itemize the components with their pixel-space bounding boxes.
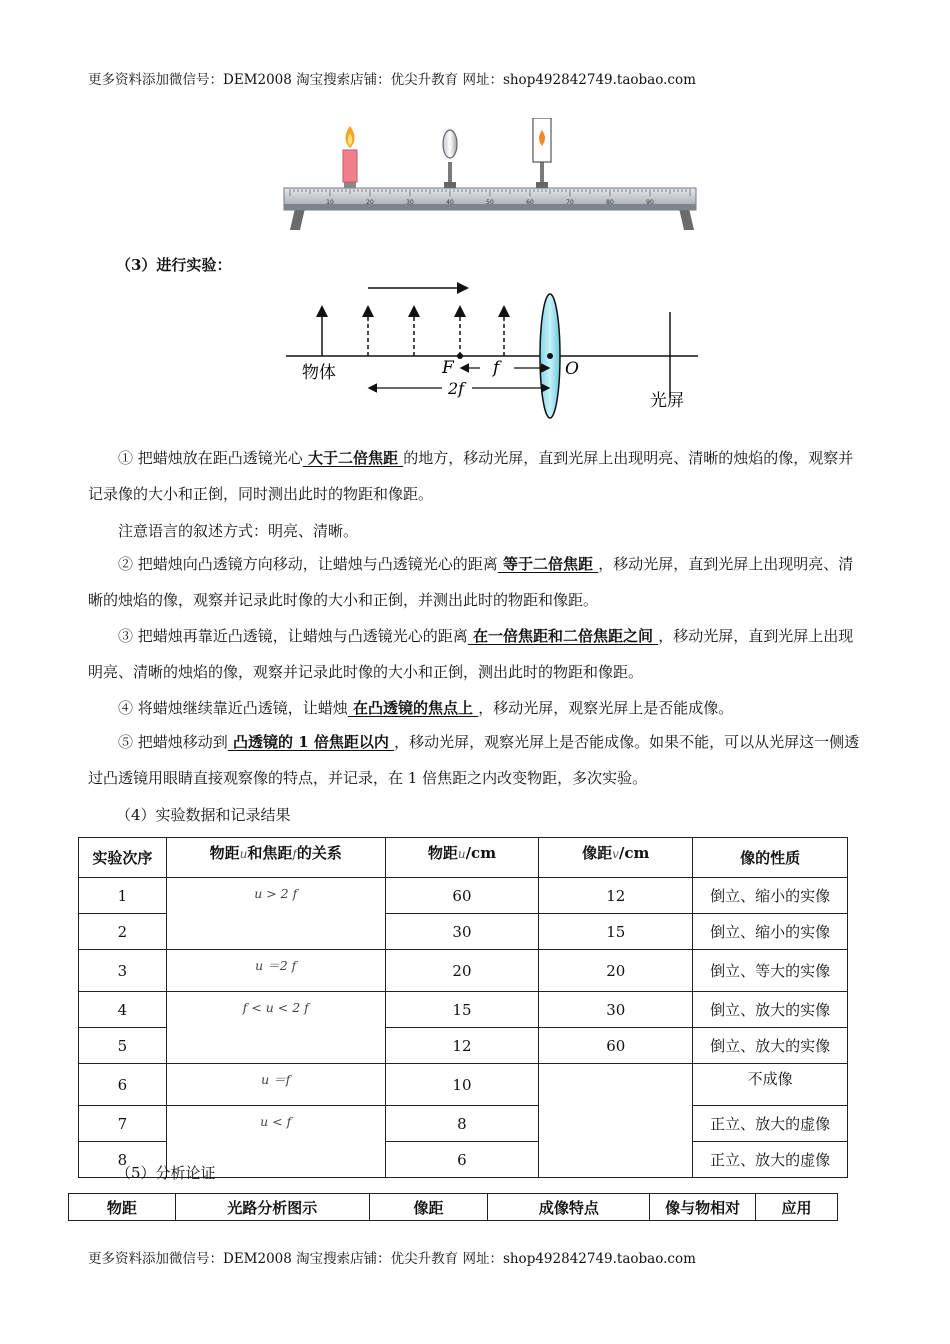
bench-tick-label: 80 (606, 199, 614, 206)
object-distance-cell: 60 (385, 878, 539, 914)
lens-position-diagram (282, 282, 702, 422)
table-row (79, 1106, 848, 1142)
object-distance-cell: 6 (385, 1142, 539, 1178)
header-image-nature: 像的性质 (693, 838, 848, 878)
step-5-answer: 凸透镜的 1 倍焦距以内 (227, 733, 395, 751)
step-3-answer: 在一倍焦距和二倍焦距之间 (467, 627, 659, 645)
step-1 (88, 440, 864, 512)
image-distance-cell-empty (539, 1064, 693, 1178)
page-header: 更多资料添加微信号：DEM2008 淘宝搜索店铺：优尖升教育 网址：shop492842749.taobao.com (88, 72, 696, 88)
analysis-header-relative: 像与物相对 (650, 1194, 756, 1221)
bench-tick-label: 90 (646, 199, 654, 206)
bench-tick-label: 60 (526, 199, 534, 206)
header-image-distance: 像距v/cm (539, 838, 693, 878)
image-nature-cell: 正立、放大的虚像 (693, 1142, 848, 1178)
data-table-header-row (79, 838, 848, 878)
step-5-pre: ⑤ 把蜡烛移动到 (118, 733, 228, 751)
focus-label: F (442, 358, 454, 378)
candle (343, 150, 357, 182)
image-distance-cell: 15 (539, 914, 693, 950)
table-row (79, 1064, 848, 1106)
object-distance-cell: 20 (385, 950, 539, 992)
image-distance-cell: 60 (539, 1028, 693, 1064)
section-3-title: （3）进行实验： (116, 256, 232, 274)
analysis-header-object-distance: 物距 (69, 1194, 176, 1221)
row-order: 5 (79, 1028, 167, 1064)
bench-tick-label: 10 (326, 199, 334, 206)
relation-cell: u > 2 f (166, 878, 385, 950)
image-nature-cell: 不成像 (693, 1064, 848, 1106)
lens (443, 130, 457, 158)
f-label: f (493, 358, 500, 378)
optical-bench-figure (280, 118, 700, 236)
twof-label: 2f (448, 379, 465, 398)
step-4-post: ，移动光屏，观察光屏上是否能成像。 (478, 699, 734, 717)
object-distance-cell: 15 (385, 992, 539, 1028)
step-1-answer: 大于二倍焦距 (302, 449, 404, 467)
analysis-header-image-distance: 像距 (369, 1194, 488, 1221)
bench-tick-label: 50 (486, 199, 494, 206)
header-relation: 物距u和焦距f的关系 (166, 838, 385, 878)
step-1-post: 的地方，移动光屏，直到光屏上出现明亮、清晰的烛焰的像，观察并记录像的大小和正倒，同时测出此时的物距和像距。 (88, 449, 854, 503)
row-order: 8 (79, 1142, 167, 1178)
analysis-header-image-features: 成像特点 (488, 1194, 650, 1221)
screen-label: 光屏 (650, 391, 684, 411)
step-5-post: ，移动光屏，观察光屏上是否能成像。如果不能，可以从光屏这一侧透过凸透镜用眼睛直接观察像的特点，并记录，在 1 倍焦距之内改变物距，多次实验。 (88, 733, 860, 787)
row-order: 1 (79, 878, 167, 914)
step-2-pre: ② 把蜡烛向凸透镜方向移动，让蜡烛与凸透镜光心的距离 (118, 555, 498, 573)
analysis-header-application: 应用 (756, 1194, 838, 1221)
header-order: 实验次序 (79, 838, 167, 878)
row-order: 2 (79, 914, 167, 950)
image-distance-cell: 30 (539, 992, 693, 1028)
step-2 (88, 546, 864, 618)
relation-cell: f < u < 2 f (166, 992, 385, 1064)
focus-point (457, 353, 463, 359)
section-4-title: （4）实验数据和记录结果 (116, 806, 291, 824)
image-distance-cell: 20 (539, 950, 693, 992)
bench-tick-label: 30 (406, 199, 414, 206)
step-3-post: ，移动光屏，直到光屏上出现明亮、清晰的烛焰的像，观察并记录此时像的大小和正倒，测出此时的物距和像距。 (88, 627, 854, 681)
row-order: 3 (79, 950, 167, 992)
row-order: 6 (79, 1064, 167, 1106)
analysis-header-row (69, 1194, 838, 1221)
object-label: 物体 (302, 363, 336, 383)
step-5 (88, 724, 864, 796)
step-1-pre: ① 把蜡烛放在距凸透镜光心 (118, 449, 303, 467)
step-3-pre: ③ 把蜡烛再靠近凸透镜，让蜡烛与凸透镜光心的距离 (118, 627, 468, 645)
object-distance-cell: 12 (385, 1028, 539, 1064)
header-object-distance: 物距u/cm (385, 838, 539, 878)
relation-cell: u ＝2 f (166, 950, 385, 992)
image-distance-cell: 12 (539, 878, 693, 914)
step-4 (88, 690, 864, 726)
center-label: O (565, 359, 579, 379)
table-row (79, 992, 848, 1028)
optical-center (547, 353, 553, 359)
image-nature-cell: 倒立、缩小的实像 (693, 914, 848, 950)
step-2-answer: 等于二倍焦距 (497, 555, 599, 573)
image-nature-cell: 倒立、放大的实像 (693, 1028, 848, 1064)
table-row (79, 878, 848, 914)
page-footer: 更多资料添加微信号：DEM2008 淘宝搜索店铺：优尖升教育 网址：shop492842749.taobao.com (88, 1251, 696, 1267)
image-nature-cell: 正立、放大的虚像 (693, 1106, 848, 1142)
row-order: 7 (79, 1106, 167, 1142)
row-order: 4 (79, 992, 167, 1028)
language-note-text: 注意语言的叙述方式：明亮、清晰。 (118, 522, 359, 540)
step-4-answer: 在凸透镜的焦点上 (347, 699, 479, 717)
relation-cell: u ＝f (166, 1064, 385, 1106)
bench-tick-label: 20 (366, 199, 374, 206)
analysis-header-ray-diagram: 光路分析图示 (175, 1194, 369, 1221)
section-5-title: （5）分析论证 (116, 1164, 216, 1182)
image-nature-cell: 倒立、放大的实像 (693, 992, 848, 1028)
language-note (88, 513, 864, 549)
relation-cell: u < f (166, 1106, 385, 1178)
analysis-table (68, 1193, 838, 1221)
step-2-post: ，移动光屏，直到光屏上出现明亮、清晰的烛焰的像，观察并记录此时像的大小和正倒，并测出此时的物距和像距。 (88, 555, 854, 609)
bench-tick-label: 70 (566, 199, 574, 206)
step-3 (88, 618, 864, 690)
object-distance-cell: 8 (385, 1106, 539, 1142)
image-nature-cell: 倒立、等大的实像 (693, 950, 848, 992)
image-nature-cell: 倒立、缩小的实像 (693, 878, 848, 914)
experiment-data-table (78, 837, 848, 1178)
object-distance-cell: 10 (385, 1064, 539, 1106)
step-4-pre: ④ 将蜡烛继续靠近凸透镜，让蜡烛 (118, 699, 348, 717)
table-row (79, 950, 848, 992)
object-distance-cell: 30 (385, 914, 539, 950)
bench-tick-label: 40 (446, 199, 454, 206)
